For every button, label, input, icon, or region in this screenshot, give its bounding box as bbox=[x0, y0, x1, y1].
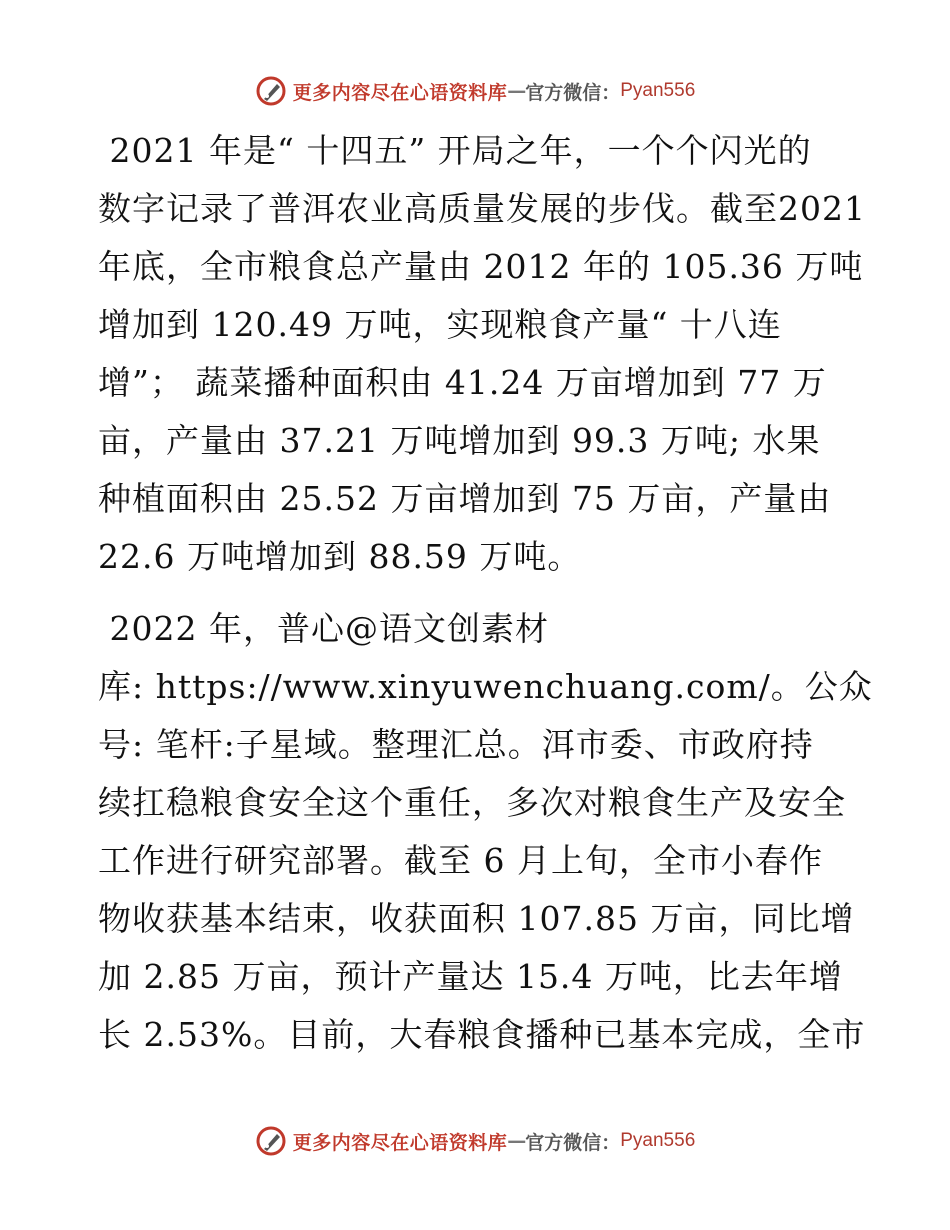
text-line: 22.6 万吨增加到 88.59 万吨。 bbox=[98, 537, 582, 576]
header-banner bbox=[0, 71, 950, 111]
document-body bbox=[98, 122, 873, 1064]
footer-separator: — bbox=[507, 1130, 526, 1152]
paragraph-2 bbox=[98, 600, 873, 1064]
footer-wechat-label: 官方微信： bbox=[525, 1131, 621, 1154]
text-line: 数字记录了普洱农业高质量发展的步伐。截至2021 bbox=[98, 189, 866, 228]
text-line: 长 2.53%。目前，大春粮食播种已基本完成，全市 bbox=[98, 1015, 866, 1054]
text-line: 2022 年，普心@语文创素材 bbox=[98, 609, 549, 648]
pen-nib-logo-icon bbox=[255, 1125, 287, 1157]
text-line: 种植面积由 25.52 万亩增加到 75 万亩，产量由 bbox=[98, 479, 832, 518]
header-wechat-label: 官方微信： bbox=[525, 81, 621, 104]
header-brand-text: 更多内容尽在心语资料库 bbox=[292, 81, 508, 104]
footer-wechat-id: Pyan556 bbox=[620, 1130, 696, 1151]
text-line: 号: 笔杆:子星域。整理汇总。洱市委、市政府持 bbox=[98, 725, 814, 764]
text-line: 加 2.85 万亩，预计产量达 15.4 万吨，比去年增 bbox=[98, 957, 843, 996]
footer-brand-text: 更多内容尽在心语资料库 bbox=[292, 1131, 508, 1154]
text-line: 年底，全市粮食总产量由 2012 年的 105.36 万吨 bbox=[98, 247, 864, 286]
text-line: 物收获基本结束，收获面积 107.85 万亩，同比增 bbox=[98, 899, 855, 938]
text-line: 亩，产量由 37.21 万吨增加到 99.3 万吨; 水果 bbox=[98, 421, 821, 460]
text-line: 增加到 120.49 万吨，实现粮食产量“ 十八连 bbox=[98, 305, 782, 344]
header-wechat-id: Pyan556 bbox=[620, 80, 696, 101]
text-line: 2021 年是“ 十四五” 开局之年，一个个闪光的 bbox=[98, 131, 812, 170]
footer-banner bbox=[0, 1121, 950, 1161]
text-line: 工作进行研究部署。截至 6 月上旬，全市小春作 bbox=[98, 841, 823, 880]
pen-nib-logo-icon bbox=[255, 75, 287, 107]
header-separator: — bbox=[507, 80, 526, 102]
text-line: 库: https://www.xinyuwenchuang.com/。公众 bbox=[98, 667, 873, 706]
paragraph-1 bbox=[98, 122, 868, 586]
text-line: 增”； 蔬菜播种面积由 41.24 万亩增加到 77 万 bbox=[98, 363, 827, 402]
text-line: 续扛稳粮食安全这个重任，多次对粮食生产及安全 bbox=[98, 783, 846, 822]
